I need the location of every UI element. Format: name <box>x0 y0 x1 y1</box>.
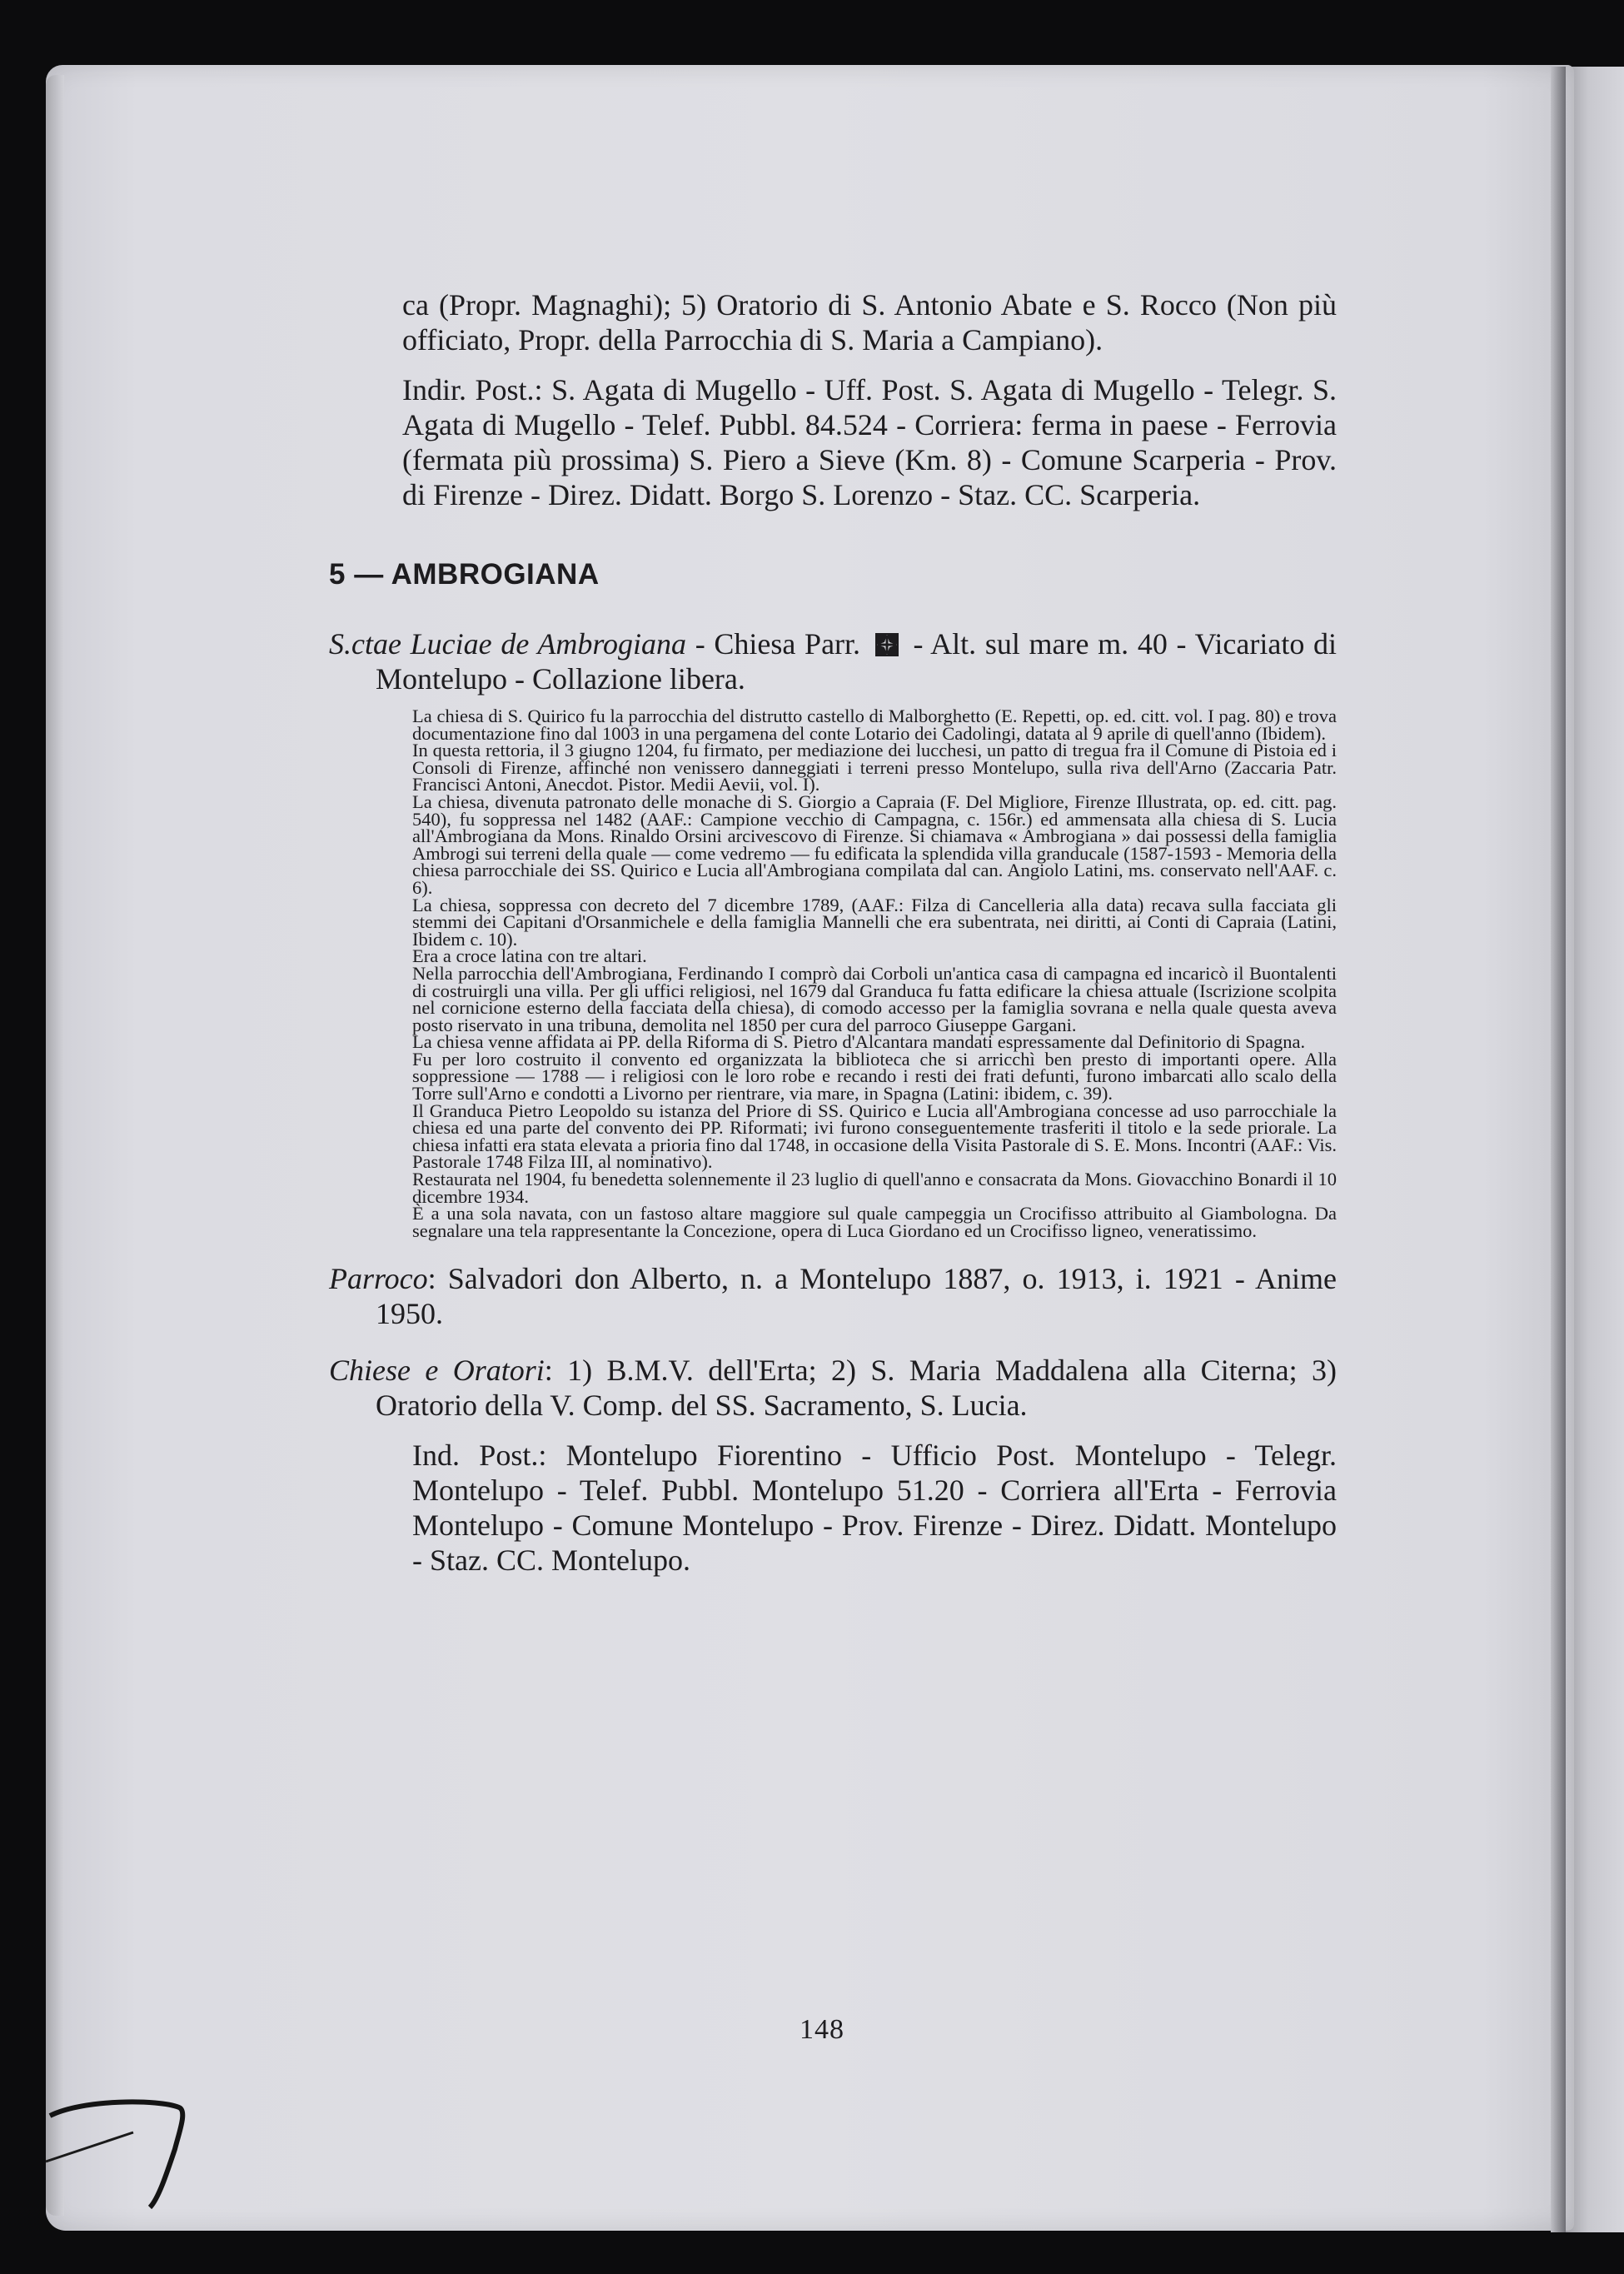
church-header <box>329 626 1337 696</box>
address-paragraph: Ind. Post.: Montelupo Fiorentino - Ufficio Post. Montelupo - Telegr. Montelupo - Telef. Pubbl. Montelupo 51.20 - Corriera all'Erta - Ferrovia Montelupo - Comune Montelupo - Prov. Firenze - Direz. Didatt. Montelupo - Staz. CC. Montelupo. <box>412 1439 1337 1578</box>
history-paragraph: Il Granduca Pietro Leopoldo su istanza del Priore di SS. Quirico e Lucia all'Ambrogiana concesse ad uso parrocchiale la chiesa ed una parte del convento dei PP. Riformati; ivi furono conseguentemente trasferiti il titolo e la sede priorale. La chiesa infatti era stata elevata a prioria fino dal 1748, in occasione della Visita Pastorale di S. E. Mons. Incontri (AAF.: Vis. Pastorale 1748 Filza III, al nominativo). <box>412 1100 1338 1173</box>
postal-info-paragraph: Indir. Post.: S. Agata di Mugello - Uff. Post. S. Agata di Mugello - Telegr. S. Agata di Mugello - Telef. Pubbl. 84.524 - Corriera: ferma in paese - Ferrovia (fermata più prossima) S. Piero a Sieve (Km. 8) - Comune Scarperia - Prov. di Firenze - Direz. Didatt. Borgo S. Lorenzo - Staz. CC. Scarperia. <box>402 373 1337 511</box>
history-paragraph: La chiesa, soppressa con decreto del 7 dicembre 1789, (AAF.: Filza di Cancelleria alla data) recava sulla facciata gli stemmi dei Capitani d'Orsanmichele e della famiglia Mannelli che era subentrata, nei diritti, ai Conti di Capraia (Latini, Ibidem c. 10). <box>412 894 1337 950</box>
history-paragraph: La chiesa di S. Quirico fu la parrocchia del distrutto castello di Malborghetto (E. Repetti, op. ed. citt. vol. I pag. 80) e trova documentazione fino dal 1003 in una pergamena del conte Lotario dei Cadolingi, datata al 9 aprile di quell'anno (Ibidem). <box>412 706 1337 744</box>
history-paragraph: Era a croce latina con tre altari. <box>412 945 647 967</box>
parroco-line <box>329 1261 1337 1331</box>
cross-pattee-icon <box>874 632 899 657</box>
intro-paragraph: ca (Propr. Magnaghi); 5) Oratorio di S. Antonio Abate e S. Rocco (Non più officiato, Propr. della Parrocchia di S. Maria a Campiano). <box>402 288 1337 357</box>
church-name: S.ctae Luciae de Ambrogiana <box>329 627 686 661</box>
history-paragraph: Nella parrocchia dell'Ambrogiana, Ferdinando I comprò dai Corboli un'antica casa di campagna ed incaricò il Buontalenti di costruirgli una villa. Per gli uffici religiosi, nel 1679 dal Granduca fu fatta edificare la chiesa attuale (Iscrizione scolpita nel cornicione esterno della facciata della chiesa), di comodo accesso per la famiglia sovrana e nella quale questa aveva posto riservato in una tribuna, demolita nel 1850 per cura del parroco Giuseppe Gargani. <box>412 962 1337 1035</box>
book-gutter <box>1551 67 1566 2232</box>
page-left-edge <box>46 75 64 2216</box>
chiese-label: Chiese e Oratori <box>329 1354 545 1388</box>
paper-clip-icon <box>33 2082 200 2216</box>
history-paragraph: La chiesa, divenuta patronato delle monache di S. Giorgio a Capraia (F. Del Migliore, Firenze Illustrata, op. ed. citt. pag. 540), fu soppressa nel 1482 (AAF.: Campione vecchio di Campagna, c. 156r.) ed ammensata alla chiesa di S. Lucia all'Ambrogiana da Mons. Rinaldo Orsini arcivescovo di Firenze. Si chiamava « Ambrogiana » dai possessi della famiglia Ambrogi sui terreni della quale — come vedremo — fu edificata la splendida villa granducale (1587-1593 - Memoria della chiesa parrocchiale dei SS. Quirico e Lucia all'Ambrogiana compilata dal can. Angiolo Latini, ms. conservato nell'AAF. c. 6). <box>412 790 1337 898</box>
history-paragraph: In questa rettoria, il 3 giugno 1204, fu firmato, per mediazione dei lucchesi, un patto di tregua fra il Comune di Pistoia ed i Consoli di Firenze, affinché non venissero danneggiati i terreni presso Montelupo, sulla riva dell'Arno (Zaccaria Patr. Francisci Antoni, Anecdot. Pistor. Medii Aevii, vol. I). <box>412 740 1337 795</box>
history-paragraph: È a una sola navata, con un fastoso altare maggiore sul quale campeggia un Crocifisso attribuito al Giambologna. Da segnalare una tela rappresentante la Concezione, opera di Luca Giordano ed un Crocifisso ligneo, veneratissimo. <box>412 1203 1337 1241</box>
history-paragraph: Restaurata nel 1904, fu benedetta solennemente il 23 luglio di quell'anno e consacrata da Mons. Giovacchino Bonardi il 10 dicembre 1934. <box>412 1169 1337 1207</box>
chiese-text: : 1) B.M.V. dell'Erta; 2) S. Maria Maddalena alla Citerna; 3) Oratorio della V. Comp. del SS. Sacramento, S. Lucia. <box>376 1354 1337 1423</box>
church-type: - Chiesa Parr. <box>695 627 861 661</box>
page-number: 148 <box>800 2014 844 2045</box>
church-details: - Alt. sul mare m. 40 - Vicariato di Montelupo - Collazione libera. <box>376 627 1338 696</box>
parroco-label: Parroco <box>329 1262 428 1296</box>
page-content <box>329 287 1337 1578</box>
history-notes <box>412 708 1337 1239</box>
parroco-text: : Salvadori don Alberto, n. a Montelupo 1887, o. 1913, i. 1921 - Anime 1950. <box>376 1262 1337 1331</box>
section-heading: 5 — AMBROGIANA <box>329 558 600 591</box>
history-paragraph: La chiesa venne affidata ai PP. della Riforma di S. Pietro d'Alcantara mandati espressamente dal Definitorio di Spagna. <box>412 1031 1306 1053</box>
history-paragraph: Fu per loro costruito il convento ed organizzata la biblioteca che si arricchì ben presto di importanti opere. Alla soppressione — 1788 — i religiosi con le loro robe e recando i resti dei frati defunti, furono imbarcati allo scalo della Torre sull'Arno e condotti a Livorno per rientrare, via mare, in Spagna (Latini: ibidem, c. 39). <box>412 1048 1337 1105</box>
chiese-line <box>329 1353 1337 1423</box>
